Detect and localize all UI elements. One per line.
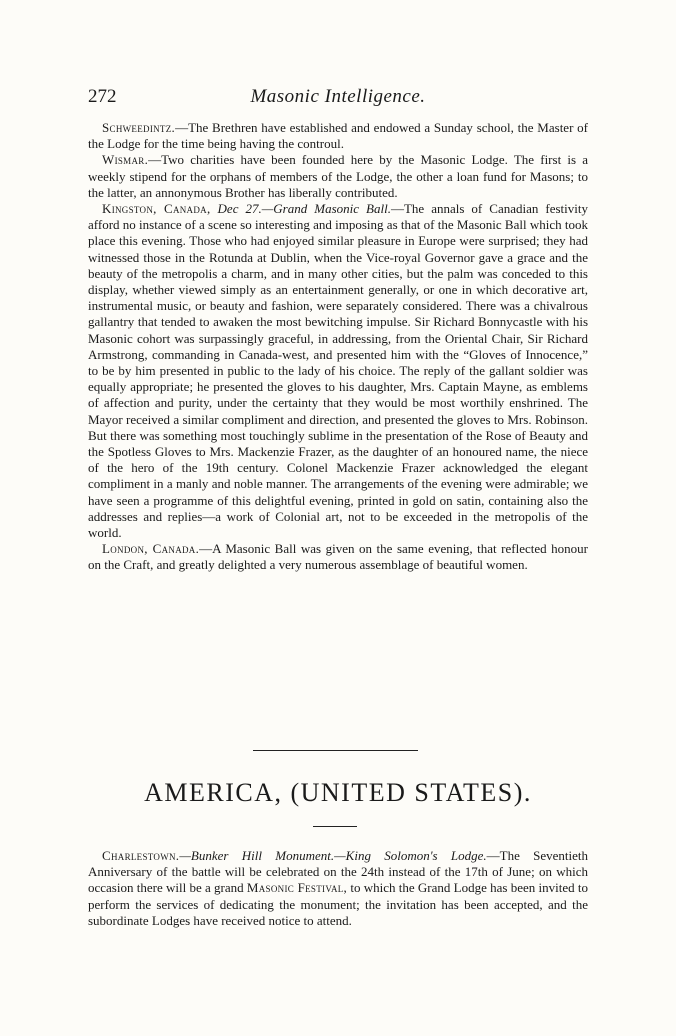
place-name: Kingston, Canada, (102, 201, 211, 217)
page-header (88, 86, 588, 110)
paragraph-text: —The Brethren have established and endowed a Sunday school, the Master of the Lodge for the time being having the controul. (88, 120, 588, 152)
place-name: Wismar. (102, 152, 149, 168)
paragraph-london (88, 541, 588, 573)
paragraph-wismar (88, 152, 588, 201)
page-number: 272 (88, 86, 117, 107)
paragraph-kingston (88, 201, 588, 541)
place-name: London, Canada. (102, 541, 200, 557)
section-body (88, 848, 588, 929)
paragraph-text: —The Seventieth Anniversary of the battle will be celebrated on the 24th instead of the 17th of June; on which occasion there will be a grand (88, 848, 588, 896)
section-divider (253, 750, 418, 751)
paragraph-title: Grand Masonic Ball. (273, 201, 391, 217)
paragraph-text: —A Masonic Ball was given on the same evening, that reflected honour on the Craft, and greatly delighted a very numerous assemblage of beautiful women. (88, 541, 588, 573)
paragraph-text: —Two charities have been founded here by the Masonic Lodge. The first is a weekly stipend for the orphans of members of the Lodge, the other a loan fund for Masons; to the latter, an annonymous Brother has liberally contributed. (88, 152, 588, 200)
running-title: Masonic Intelligence. (250, 86, 426, 107)
place-name: Schweedintz. (102, 120, 176, 135)
paragraph-date: Dec 27.— (210, 201, 274, 217)
paragraph-text-end: to which the Grand Lodge has been invited to perform the services of dedicating the monument; the invitation has been accepted, and the subordinate Lodges have received notice to attend. (88, 880, 588, 928)
festival-name: Masonic Festival, (246, 880, 348, 896)
section-heading: AMERICA, (UNITED STATES). (144, 778, 532, 807)
place-name: Charlestown. (102, 848, 180, 863)
paragraph-text: —The annals of Canadian festivity afford no instance of a scene so interesting and imposing as that of the Masonic Ball which took place this evening. Those who had enjoyed similar pleasure in Europe were surprised; they had witnessed those in the Rotunda at Dublin, when the Vice-royal Governor gave a grace and the beauty of the metropolis a charm, and in many other cities, but the palm was conceded to this display, whether viewed simply as an entertainment generally, or one in which decorative art, instrumental music, or beauty and fashion, were separately considered. There was a chivalrous gallantry that tended to awaken the most bewitching impulse. Sir Richard Bonnycastle with his Masonic cohort was surpassingly graceful, in addressing, from the Oriental Chair, Sir Richard Armstrong, commanding in Canada-west, and presented him with the “Gloves of Innocence,” to be by him presented in public to the lady of his choice. The reply of the gallant soldier was equally appropriate; he presented the gloves to his daughter, Mrs. Captain Mayne, as emblems of affection and purity, under the certainty that they would be most worthily enshrined. The Mayor received a similar compliment and direction, and presented the gloves to Mrs. Robinson. But there was something most touchingly sublime in the presentation of the Rose of Beauty and the Spotless Gloves to Mrs. Mackenzie Frazer, as the daughter of an honoured name, the niece of the hero of the 19th century. Colonel Mackenzie Frazer acknowledged the elegant compliment in a manly and noble manner. The arrangements of the evening were admirable; we have seen a programme of this delightful evening, printed in gold on satin, containing also the addresses and replies—a work of Colonial art, not to be exceeded in the metropolis of the world. (88, 201, 588, 541)
paragraph-charlestown (88, 848, 588, 929)
paragraph-title: —Bunker Hill Monument.—King Solomon's Lodge. (179, 848, 487, 863)
article-body (88, 120, 588, 574)
paragraph-schweedintz (88, 120, 588, 152)
heading-underline (313, 826, 357, 827)
